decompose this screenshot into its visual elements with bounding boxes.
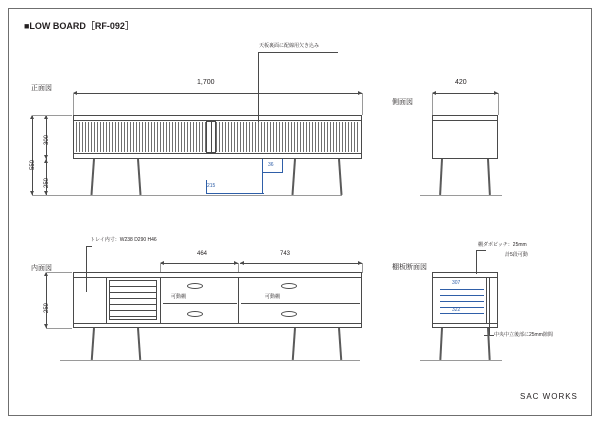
front-total-height-dim xyxy=(32,115,33,195)
side-top-panel-line xyxy=(432,120,498,121)
page-title: ■LOW BOARD［RF-092］ xyxy=(24,21,134,31)
front-louver-left xyxy=(76,122,206,152)
front-width-dim-line xyxy=(73,93,362,94)
side-cabinet-body xyxy=(432,115,498,159)
plan-tray-line-5 xyxy=(109,310,157,311)
side-depth-value: 420 xyxy=(455,79,467,86)
front-leg-height-value: 250 xyxy=(44,177,50,188)
plan-dowel-4 xyxy=(281,311,297,317)
front-notch-width-line xyxy=(262,172,282,173)
front-view-label: 正面図 xyxy=(31,85,52,92)
section-note-pitch: 棚ダボピッチ：25mm xyxy=(478,242,527,248)
front-total-ext-top xyxy=(32,115,72,116)
side-view-label: 側面図 xyxy=(392,99,413,106)
front-top-panel-line xyxy=(73,120,362,121)
plan-bottom-line xyxy=(73,323,362,324)
plan-right-section-value: 743 xyxy=(280,251,291,257)
section-note-leader xyxy=(476,250,477,274)
front-leg-arrow-up xyxy=(44,159,48,163)
section-dowel-row-3 xyxy=(440,301,484,302)
plan-shelf-label-right: 可動棚 xyxy=(265,294,281,300)
section-dowel-row-5 xyxy=(440,313,484,314)
front-notch-ext-2 xyxy=(282,159,283,173)
footer-brand: SAC WORKS xyxy=(520,392,578,401)
plan-tray-line-2 xyxy=(109,292,157,293)
side-depth-ext-right xyxy=(498,93,499,115)
section-lower-value: 322 xyxy=(452,307,461,313)
plan-shelf-right xyxy=(241,303,360,304)
front-notch-ext-1 xyxy=(262,159,263,193)
plan-right-arrow-left xyxy=(240,261,244,265)
plan-tray-line-6 xyxy=(109,316,157,317)
front-center-divider-line xyxy=(211,121,212,153)
front-width-ext-left xyxy=(73,93,74,115)
plan-divider-3 xyxy=(238,277,239,323)
front-total-ext-bottom xyxy=(32,195,342,196)
section-dowel-row-1 xyxy=(440,289,484,290)
sheet-border xyxy=(8,8,592,416)
section-dowel-row-4 xyxy=(440,307,484,308)
plan-left-section-value: 464 xyxy=(197,251,208,257)
section-dowel-row-2 xyxy=(440,295,484,296)
note-leader-line xyxy=(258,52,338,53)
front-width-ext-right xyxy=(362,93,363,115)
plan-tray-line-3 xyxy=(109,298,157,299)
front-notch-ext-3 xyxy=(206,180,207,194)
plan-view-label: 内面図 xyxy=(31,265,52,272)
plan-depth-ext-bottom xyxy=(46,328,72,329)
plan-dowel-3 xyxy=(281,283,297,289)
section-note-steps: 計5段可動 xyxy=(505,252,528,258)
plan-dowel-2 xyxy=(187,311,203,317)
plan-dowel-1 xyxy=(187,283,203,289)
plan-divider-2 xyxy=(160,277,161,323)
plan-tray-leader-h xyxy=(86,246,92,247)
section-upper-value: 307 xyxy=(452,280,461,286)
front-notch-pos-line xyxy=(206,193,264,194)
side-depth-ext-left xyxy=(432,93,433,115)
front-view-note: 天板裏面に配線用欠き込み xyxy=(259,43,320,49)
plan-tray-note: トレイ内寸：W238 D290 H46 xyxy=(90,237,157,243)
front-notch-pos-value: 215 xyxy=(207,183,216,189)
section-note-gap: 中央中立後部に25mm隙間 xyxy=(494,332,553,338)
front-bottom-panel-line xyxy=(73,153,362,154)
plan-tray-line-1 xyxy=(109,286,157,287)
front-louver-right xyxy=(216,122,359,152)
plan-floor-line xyxy=(60,360,360,361)
plan-shelf-label-left: 可動棚 xyxy=(171,294,187,300)
plan-top-line xyxy=(73,277,362,278)
note-leader-drop xyxy=(258,52,259,124)
front-width-value: 1,700 xyxy=(197,79,215,86)
front-cabinet-height-value: 300 xyxy=(44,134,50,145)
section-view-label: 棚板断面図 xyxy=(392,264,427,271)
plan-depth-value: 259 xyxy=(44,302,50,313)
section-back-line-2 xyxy=(489,277,490,323)
side-depth-dim-line xyxy=(432,93,498,94)
plan-tray-line-4 xyxy=(109,304,157,305)
plan-ext-3 xyxy=(362,263,363,273)
side-floor-line xyxy=(420,195,502,196)
plan-right-dim-line xyxy=(240,263,362,264)
plan-shelf-left xyxy=(163,303,237,304)
plan-depth-ext-top xyxy=(46,272,72,273)
front-notch-width-value: 36 xyxy=(268,162,274,168)
section-note-leader-h xyxy=(476,250,486,251)
section-floor-line xyxy=(420,360,502,361)
plan-divider-1 xyxy=(106,277,107,323)
plan-left-dim-line xyxy=(160,263,238,264)
front-total-height-value: 550 xyxy=(30,159,36,170)
section-back-line xyxy=(486,277,487,323)
plan-depth-dim xyxy=(46,272,47,328)
